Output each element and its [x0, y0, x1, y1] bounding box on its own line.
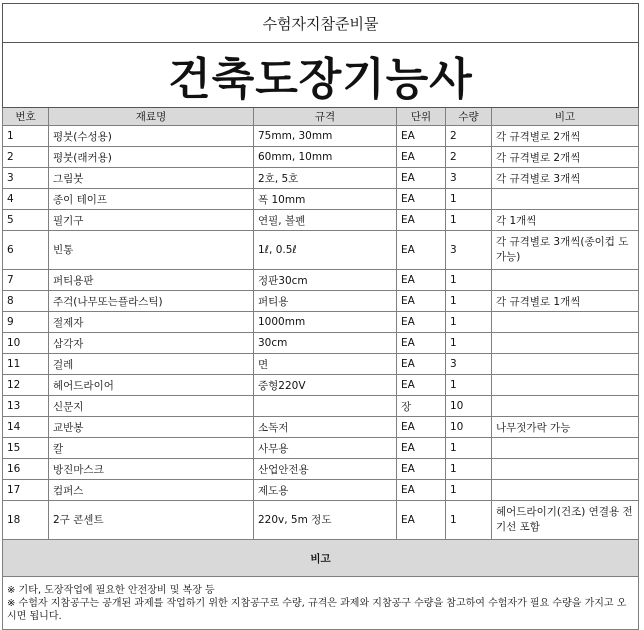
table-row	[3, 189, 639, 210]
table-row	[3, 354, 639, 375]
cell-no: 9	[3, 312, 49, 333]
cell-spec	[254, 396, 397, 417]
cell-qty: 3	[446, 231, 492, 270]
cell-no: 13	[3, 396, 49, 417]
cell-material-name: 퍼티용판	[49, 270, 254, 291]
cell-note	[492, 375, 639, 396]
cell-no: 10	[3, 333, 49, 354]
cell-note: 나무젓가락 가능	[492, 417, 639, 438]
cell-material-name: 삼각자	[49, 333, 254, 354]
cell-no: 18	[3, 501, 49, 540]
cell-qty: 1	[446, 375, 492, 396]
table-row	[3, 396, 639, 417]
cell-spec: 사무용	[254, 438, 397, 459]
cell-material-name: 교반봉	[49, 417, 254, 438]
cell-unit: 장	[397, 396, 446, 417]
remarks-text	[3, 577, 639, 630]
cell-qty: 1	[446, 438, 492, 459]
cell-qty: 1	[446, 189, 492, 210]
cell-spec: 연필, 볼펜	[254, 210, 397, 231]
cell-unit: EA	[397, 312, 446, 333]
cell-material-name: 신문지	[49, 396, 254, 417]
cell-note	[492, 189, 639, 210]
cell-spec: 제도용	[254, 480, 397, 501]
table-row	[3, 417, 639, 438]
cell-no: 6	[3, 231, 49, 270]
cell-unit: EA	[397, 231, 446, 270]
cell-note	[492, 333, 639, 354]
cell-material-name: 칼	[49, 438, 254, 459]
table-header	[3, 108, 639, 126]
cell-note: 각 규격별로 2개씩	[492, 147, 639, 168]
cell-spec: 퍼티용	[254, 291, 397, 312]
cell-spec: 1ℓ, 0.5ℓ	[254, 231, 397, 270]
cell-unit: EA	[397, 459, 446, 480]
cell-note: 각 규격별로 1개씩	[492, 291, 639, 312]
remarks-row	[3, 577, 639, 630]
materials-sheet	[2, 3, 638, 627]
cell-note	[492, 480, 639, 501]
cell-material-name: 걸레	[49, 354, 254, 375]
cell-material-name: 방진마스크	[49, 459, 254, 480]
cell-unit: EA	[397, 480, 446, 501]
col-header-spec: 규격	[254, 108, 397, 126]
cell-spec: 산업안전용	[254, 459, 397, 480]
cell-material-name: 컴퍼스	[49, 480, 254, 501]
materials-table	[2, 3, 639, 630]
cell-material-name: 주걱(나무또는플라스틱)	[49, 291, 254, 312]
cell-spec: 1000mm	[254, 312, 397, 333]
cell-material-name: 빈통	[49, 231, 254, 270]
cell-qty: 1	[446, 501, 492, 540]
cell-qty: 1	[446, 210, 492, 231]
cell-material-name: 필기구	[49, 210, 254, 231]
cell-note: 헤어드라이기(건조) 연결용 전기선 포함	[492, 501, 639, 540]
cell-note: 각 규격별로 3개씩	[492, 168, 639, 189]
cell-note: 각 규격별로 3개씩(종이컵 도 가능)	[492, 231, 639, 270]
table-row	[3, 333, 639, 354]
cell-material-name: 평붓(수성용)	[49, 126, 254, 147]
cell-qty: 1	[446, 270, 492, 291]
cell-note	[492, 354, 639, 375]
col-header-qty: 수량	[446, 108, 492, 126]
table-row	[3, 210, 639, 231]
cell-unit: EA	[397, 438, 446, 459]
remark-line: ※ 수험자 지참공구는 공개된 과제를 작업하기 위한 지참공구로 수량, 규격은 과제와 지참공구 수량을 참고하여 수험자가 필요 수량을 가지고 오시면 됩니다.	[7, 597, 627, 622]
remark-line: ※ 기타, 도장작업에 필요한 안전장비 및 복장 등	[7, 584, 215, 596]
cell-no: 14	[3, 417, 49, 438]
col-header-unit: 단위	[397, 108, 446, 126]
cell-material-name: 헤어드라이어	[49, 375, 254, 396]
table-row	[3, 375, 639, 396]
cell-note	[492, 312, 639, 333]
cell-no: 8	[3, 291, 49, 312]
cell-note: 각 규격별로 2개씩	[492, 126, 639, 147]
cell-unit: EA	[397, 189, 446, 210]
cell-qty: 1	[446, 333, 492, 354]
table-row	[3, 126, 639, 147]
col-header-name: 재료명	[49, 108, 254, 126]
table-body	[3, 126, 639, 540]
cell-no: 15	[3, 438, 49, 459]
cell-material-name: 종이 테이프	[49, 189, 254, 210]
cell-unit: EA	[397, 168, 446, 189]
table-row	[3, 438, 639, 459]
cell-unit: EA	[397, 126, 446, 147]
cell-spec: 폭 10mm	[254, 189, 397, 210]
cell-unit: EA	[397, 501, 446, 540]
cell-unit: EA	[397, 333, 446, 354]
cell-note	[492, 438, 639, 459]
cell-unit: EA	[397, 417, 446, 438]
table-row	[3, 501, 639, 540]
col-header-no: 번호	[3, 108, 49, 126]
cell-qty: 1	[446, 459, 492, 480]
table-row	[3, 459, 639, 480]
col-header-note: 비고	[492, 108, 639, 126]
cell-material-name: 그림붓	[49, 168, 254, 189]
cell-material-name: 평붓(래커용)	[49, 147, 254, 168]
title-row	[3, 43, 639, 108]
cell-unit: EA	[397, 375, 446, 396]
cell-qty: 1	[446, 291, 492, 312]
cell-qty: 2	[446, 147, 492, 168]
table-row	[3, 168, 639, 189]
sheet-title: 건축도장기능사	[3, 43, 639, 108]
cell-spec: 면	[254, 354, 397, 375]
cell-unit: EA	[397, 210, 446, 231]
cell-no: 16	[3, 459, 49, 480]
cell-qty: 10	[446, 417, 492, 438]
table-row	[3, 480, 639, 501]
cell-material-name: 2구 콘센트	[49, 501, 254, 540]
table-row	[3, 147, 639, 168]
sheet-subtitle: 수험자지참준비물	[3, 4, 639, 43]
cell-spec: 75mm, 30mm	[254, 126, 397, 147]
cell-no: 17	[3, 480, 49, 501]
cell-qty: 10	[446, 396, 492, 417]
cell-qty: 2	[446, 126, 492, 147]
cell-no: 2	[3, 147, 49, 168]
cell-spec: 소독저	[254, 417, 397, 438]
cell-unit: EA	[397, 147, 446, 168]
cell-spec: 30cm	[254, 333, 397, 354]
cell-qty: 3	[446, 354, 492, 375]
subtitle-row	[3, 4, 639, 43]
table-row	[3, 291, 639, 312]
cell-note	[492, 459, 639, 480]
cell-unit: EA	[397, 270, 446, 291]
cell-no: 3	[3, 168, 49, 189]
cell-no: 1	[3, 126, 49, 147]
cell-qty: 1	[446, 312, 492, 333]
cell-note: 각 1개씩	[492, 210, 639, 231]
cell-note	[492, 396, 639, 417]
cell-qty: 3	[446, 168, 492, 189]
cell-spec: 중형220V	[254, 375, 397, 396]
cell-spec: 정판30cm	[254, 270, 397, 291]
cell-unit: EA	[397, 291, 446, 312]
cell-no: 11	[3, 354, 49, 375]
remarks-label: 비고	[3, 540, 639, 577]
remarks-header-row	[3, 540, 639, 577]
cell-qty: 1	[446, 480, 492, 501]
cell-spec: 220v, 5m 정도	[254, 501, 397, 540]
cell-no: 4	[3, 189, 49, 210]
cell-no: 5	[3, 210, 49, 231]
table-row	[3, 270, 639, 291]
cell-unit: EA	[397, 354, 446, 375]
cell-no: 7	[3, 270, 49, 291]
table-row	[3, 312, 639, 333]
cell-note	[492, 270, 639, 291]
cell-spec: 60mm, 10mm	[254, 147, 397, 168]
cell-no: 12	[3, 375, 49, 396]
cell-material-name: 절제자	[49, 312, 254, 333]
table-row	[3, 231, 639, 270]
cell-spec: 2호, 5호	[254, 168, 397, 189]
